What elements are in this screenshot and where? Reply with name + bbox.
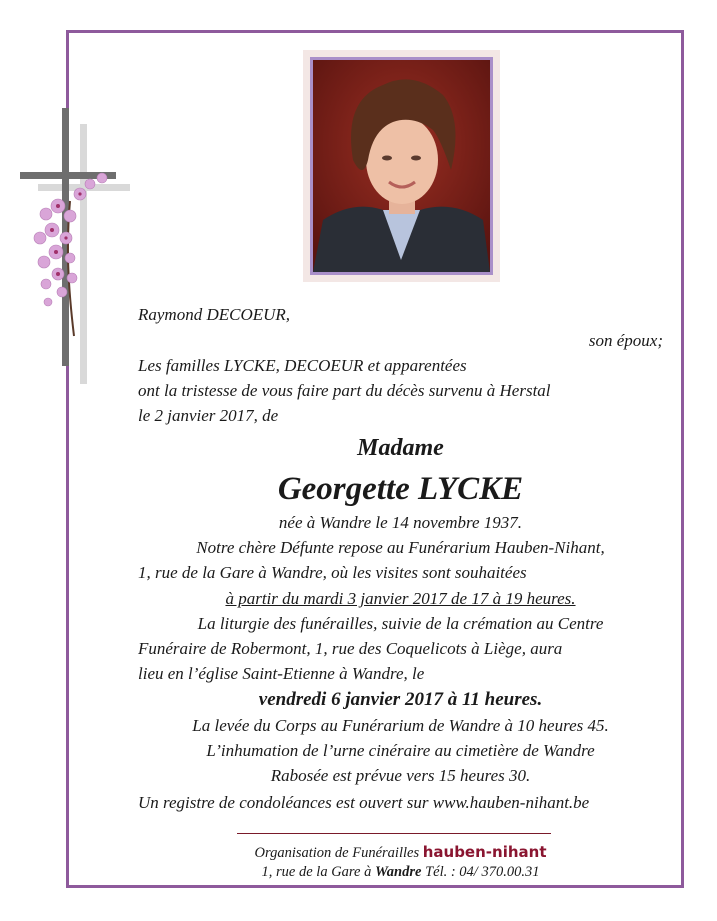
footer-org-label: Organisation de Funérailles bbox=[254, 845, 420, 861]
paragraph-line: lieu en l’église Saint-Etienne à Wandre, le bbox=[138, 664, 425, 683]
birth-info: née à Wandre le 14 novembre 1937. bbox=[278, 513, 523, 532]
husband-name: Raymond DECOEUR, bbox=[138, 305, 291, 324]
paragraph-line: Rabosée est prévue vers 15 heures 30. bbox=[270, 766, 531, 785]
portrait-frame bbox=[303, 50, 500, 282]
footer-organisation bbox=[138, 842, 663, 863]
paragraph-line: Notre chère Défunte repose au Funérarium Hauben-Nihant, bbox=[196, 538, 605, 557]
paragraph-line: Funéraire de Robermont, 1, rue des Coquelicots à Liège, aura bbox=[138, 639, 563, 658]
portrait-photo bbox=[310, 57, 493, 275]
brand-logo: hauben-nihant bbox=[422, 843, 547, 861]
ceremony-date: vendredi 6 janvier 2017 à 11 heures. bbox=[258, 689, 543, 710]
paragraph-line: 1, rue de la Gare à Wandre, où les visites sont souhaitées bbox=[138, 563, 527, 582]
footer-street: 1, rue de la Gare à bbox=[261, 864, 372, 880]
announcement: ont la tristesse de vous faire part du décès survenu à Herstal bbox=[138, 381, 551, 400]
visiting-hours: à partir du mardi 3 janvier 2017 de 17 à 19 heures. bbox=[225, 589, 576, 608]
footer-town: Wandre bbox=[374, 864, 422, 880]
footer-divider bbox=[237, 833, 551, 834]
footer-phone: Tél. : 04/ 370.00.31 bbox=[425, 864, 540, 880]
relation: son époux; bbox=[588, 331, 663, 350]
deceased-name: Georgette LYCKE bbox=[277, 471, 524, 507]
paragraph-line: L’inhumation de l’urne cinéraire au cimetière de Wandre bbox=[206, 741, 595, 760]
footer-address bbox=[138, 862, 663, 882]
cross-with-orchids-icon bbox=[18, 106, 138, 386]
paragraph-line: La liturgie des funérailles, suivie de la crémation au Centre bbox=[197, 614, 604, 633]
deceased-title: Madame bbox=[357, 435, 444, 461]
families: Les familles LYCKE, DECOEUR et apparentées bbox=[138, 356, 467, 375]
condolence-registry: Un registre de condoléances est ouvert sur www.hauben-nihant.be bbox=[138, 793, 590, 812]
death-date: le 2 janvier 2017, de bbox=[138, 406, 279, 425]
paragraph-line: La levée du Corps au Funérarium de Wandre à 10 heures 45. bbox=[192, 716, 609, 735]
